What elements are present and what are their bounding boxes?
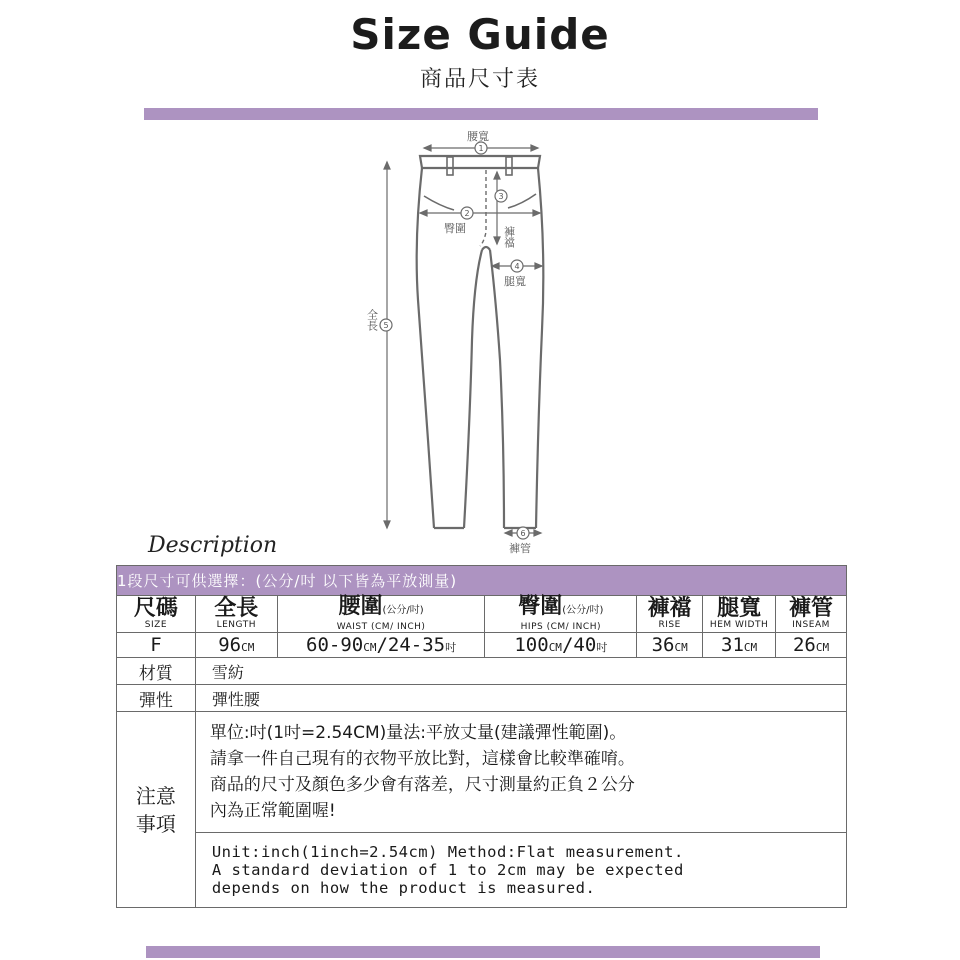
marker-4: 4 bbox=[514, 262, 520, 271]
size-table bbox=[116, 565, 847, 908]
page-subtitle: 商品尺寸表 bbox=[419, 67, 540, 92]
description-heading: Description bbox=[148, 533, 278, 558]
col-size: 尺碼 SIZE bbox=[117, 596, 196, 633]
table-banner: 1段尺寸可供選擇：(公分/吋 以下皆為平放測量) bbox=[117, 566, 847, 596]
marker-6: 6 bbox=[520, 529, 526, 538]
label-length: 全長 bbox=[365, 309, 379, 331]
cell-hem: 31CM bbox=[703, 633, 776, 658]
cell-size: F bbox=[117, 633, 196, 658]
top-divider-bar bbox=[144, 108, 818, 120]
marker-1: 1 bbox=[478, 144, 484, 153]
col-waist: 腰圍(公分/吋) WAIST (CM/ INCH) bbox=[277, 596, 485, 633]
elastic-value: 彈性腰 bbox=[195, 685, 846, 712]
notes-chinese: 單位:吋(1吋=2.54CM)量法:平放丈量(建議彈性範圍)。 請拿一件自己現有的衣物平放比對，這樣會比較準確唷。 商品的尺寸及顏色多少會有落差，尺寸測量約正負２公分 內為正常範圍喔! bbox=[195, 712, 846, 833]
label-hem: 腿寬 bbox=[504, 275, 526, 288]
cell-hips: 100CM/40吋 bbox=[485, 633, 637, 658]
notes-label: 注意 事項 bbox=[117, 712, 196, 908]
page-title: Size Guide bbox=[350, 10, 610, 59]
cell-waist: 60-90CM/24-35吋 bbox=[277, 633, 485, 658]
table-row bbox=[117, 633, 847, 658]
notes-english: Unit:inch(1inch=2.54cm) Method:Flat measurement. A standard deviation of 1 to 2cm may be expected depends on how the product is measured. bbox=[195, 833, 846, 908]
col-hem: 腿寬 HEM WIDTH bbox=[703, 596, 776, 633]
material-value: 雪紡 bbox=[195, 658, 846, 685]
cell-rise: 36CM bbox=[637, 633, 703, 658]
col-rise: 褲襠 RISE bbox=[637, 596, 703, 633]
marker-5: 5 bbox=[383, 321, 389, 330]
col-length: 全長 LENGTH bbox=[195, 596, 277, 633]
label-hips: 臀圍 bbox=[444, 222, 466, 235]
marker-2: 2 bbox=[464, 209, 470, 218]
marker-3: 3 bbox=[498, 192, 504, 201]
elastic-label: 彈性 bbox=[117, 685, 196, 712]
material-label: 材質 bbox=[117, 658, 196, 685]
col-inseam: 褲管 INSEAM bbox=[776, 596, 847, 633]
pants-diagram bbox=[360, 124, 560, 556]
cell-length: 96CM bbox=[195, 633, 277, 658]
label-inseam: 褲管 bbox=[509, 542, 531, 555]
label-waist: 腰寬 bbox=[467, 130, 489, 143]
label-rise: 褲襠 bbox=[502, 226, 516, 248]
cell-inseam: 26CM bbox=[776, 633, 847, 658]
bottom-divider-bar bbox=[146, 946, 820, 958]
col-hips: 臀圍(公分/吋) HIPS (CM/ INCH) bbox=[485, 596, 637, 633]
